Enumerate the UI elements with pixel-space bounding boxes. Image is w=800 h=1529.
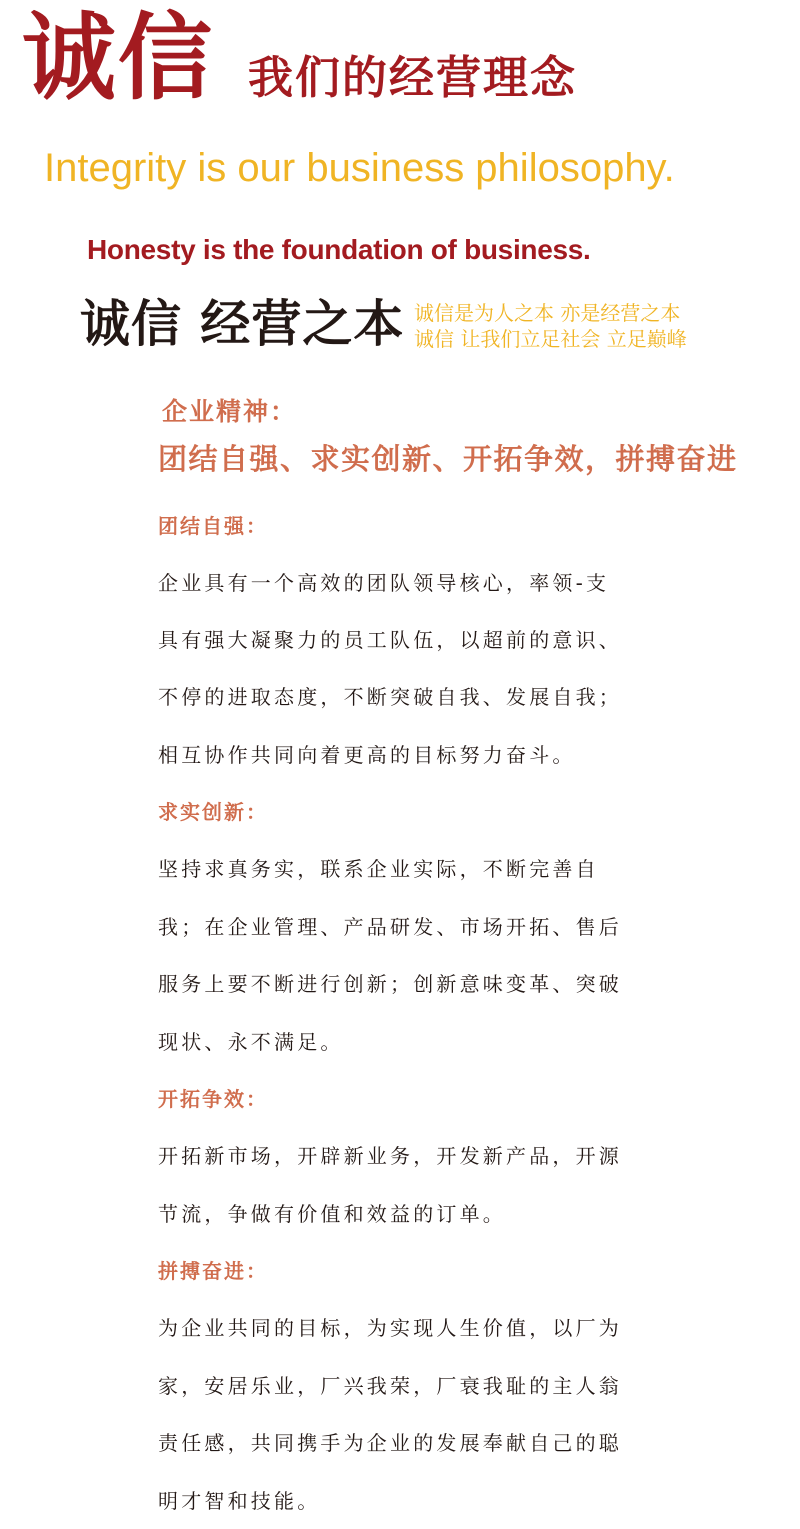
hero-title-sub: 我们的经营理念	[248, 51, 578, 104]
slogan-main: 诚信 经营之本	[80, 295, 405, 353]
section-heading-striving: 拼搏奋进：	[158, 1259, 268, 1283]
paragraph-line: 不停的进取态度，不断突破自我、发展自我；	[158, 685, 622, 709]
paragraph-line: 相互协作共同向着更高的目标努力奋斗。	[158, 743, 576, 767]
spirit-values: 团结自强、求实创新、开拓争效，拼搏奋进	[158, 442, 738, 476]
section-heading-pioneering: 开拓争效：	[158, 1087, 268, 1111]
section-heading-unity: 团结自强：	[158, 514, 268, 538]
paragraph-line: 企业具有一个高效的团队领导核心，率领-支	[158, 571, 610, 595]
section-heading-innovation: 求实创新：	[158, 800, 268, 824]
paragraph-line: 现状、永不满足。	[158, 1030, 344, 1054]
paragraph-line: 具有强大凝聚力的员工队伍，以超前的意识、	[158, 628, 622, 652]
slogan-note-line-2: 诚信 让我们立足社会 立足巅峰	[414, 327, 687, 351]
paragraph-line: 为企业共同的目标，为实现人生价值，以厂为	[158, 1316, 622, 1340]
paragraph-line: 我；在企业管理、产品研发、市场开拓、售后	[158, 915, 622, 939]
paragraph-line: 服务上要不断进行创新；创新意味变革、突破	[158, 972, 622, 996]
paragraph-line: 明才智和技能。	[158, 1489, 321, 1513]
paragraph-line: 开拓新市场，开辟新业务，开发新产品，开源	[158, 1144, 622, 1168]
paragraph-line: 家，安居乐业，厂兴我荣，厂衰我耻的主人翁	[158, 1374, 622, 1398]
hero-title-large: 诚信	[22, 4, 215, 113]
slogan-note-line-1: 诚信是为人之本 亦是经营之本	[414, 301, 681, 325]
paragraph-line: 坚持求真务实，联系企业实际，不断完善自	[158, 857, 599, 881]
paragraph-line: 节流，争做有价值和效益的订单。	[158, 1202, 506, 1226]
english-tagline-gold: Integrity is our business philosophy.	[44, 146, 675, 190]
english-tagline-red: Honesty is the foundation of business.	[87, 234, 591, 265]
paragraph-line: 责任感，共同携手为企业的发展奉献自己的聪	[158, 1431, 622, 1455]
spirit-title: 企业精神：	[162, 397, 298, 426]
